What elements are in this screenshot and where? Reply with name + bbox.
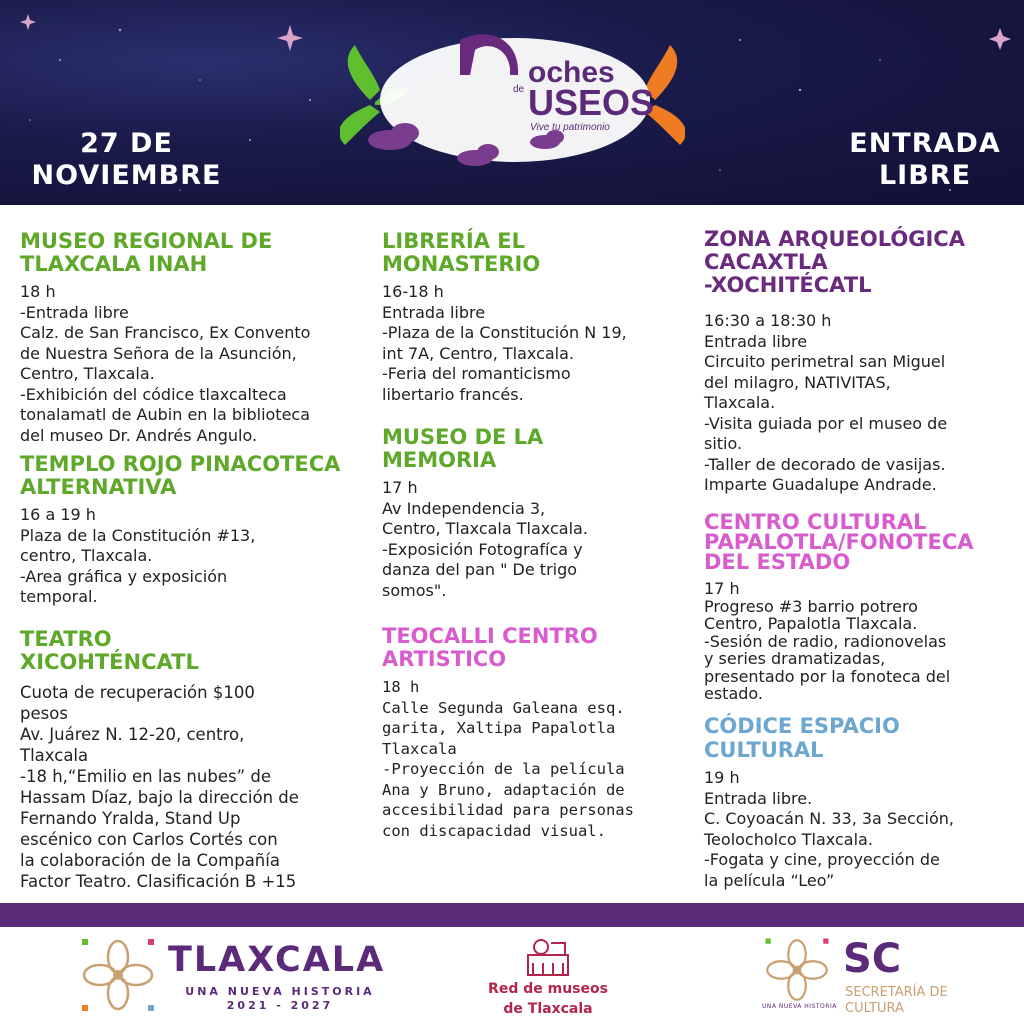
venue-title: TEATRO XICOHTÉNCATL (20, 627, 199, 674)
logo-text-top: oches (528, 56, 615, 89)
red-museos-label: Red de museos de Tlaxcala (488, 981, 608, 1017)
sc-flower-logo (762, 935, 832, 1005)
venue-zona-arqueologica (704, 228, 1014, 496)
venue-details: 16 a 19 h Plaza de la Constitución #13, centro, Tlaxcala. -Area gráfica y exposición temporal. (20, 505, 256, 606)
venue-museo-regional (20, 230, 360, 446)
venue-centro-cultural-papalotla (704, 512, 1014, 703)
venue-details: 17 h Progreso #3 barrio potrero Centro, Papalotla Tlaxcala. -Sesión de radio, radionovelas y series dramatizadas, presentado por la fonoteca del estado. (704, 579, 951, 703)
venue-title: MUSEO DE LA MEMORIA (382, 425, 544, 472)
tlaxcala-flower-logo (78, 935, 158, 1015)
venue-details: 16-18 h Entrada libre -Plaza de la Constitución N 19, int 7A, Centro, Tlaxcala. -Feria del romanticismo libertario francés. (382, 282, 627, 404)
entry-free-label: ENTRADA LIBRE (849, 128, 1001, 191)
tlaxcala-subtitle: UNA NUEVA HISTORIA 2021 - 2027 (185, 985, 375, 1012)
logo-tagline: Vive tu patrimonio (530, 122, 610, 133)
venue-templo-rojo (20, 453, 360, 608)
venue-teatro-xicohtencatl (20, 628, 360, 892)
venue-title: CÓDICE ESPACIO CULTURAL (704, 714, 900, 762)
venue-codice-espacio (704, 714, 1014, 891)
venue-details: 17 h Av Independencia 3, Centro, Tlaxcala Tlaxcala. -Exposición Fotografíca y danza del pan " De trigo somos". (382, 478, 588, 600)
venue-title: CENTRO CULTURAL PAPALOTLA/FONOTECA DEL ESTADO (704, 510, 974, 574)
event-date: 27 DE NOVIEMBRE (31, 128, 222, 191)
venue-title: TEMPLO ROJO PINACOTECA ALTERNATIVA (20, 452, 341, 499)
header-banner (0, 0, 1024, 205)
sc-subtitle: SECRETARÍA DE CULTURA (845, 985, 948, 1016)
venue-details: 16:30 a 18:30 h Entrada libre Circuito perimetral san Miguel del milagro, NATIVITAS, Tlaxcala. -Visita guiada por el museo de sitio. -Taller de decorado de vasijas. Imparte Guadalupe Andrade. (704, 311, 948, 494)
divider-band (0, 903, 1024, 927)
venue-details: 18 h -Entrada libre Calz. de San Francisco, Ex Convento de Nuestra Señora de la Asunción, Centro, Tlaxcala. -Exhibición del códice tlaxcalteca tonalamatl de Aubin en la biblioteca del museo Dr. Andrés Angulo. (20, 282, 311, 445)
venue-title: ZONA ARQUEOLÓGICA CACAXTLA -XOCHITÉCATL (704, 227, 965, 297)
venue-title: TEOCALLI CENTRO ARTISTICO (382, 624, 598, 671)
red-museos-icon (523, 935, 573, 979)
venue-details: 18 h Calle Segunda Galeana esq. garita, Xaltipa Papalotla Tlaxcala -Proyección de la película Ana y Bruno, adaptación de accesibilidad para personas con discapacidad visual. (382, 678, 634, 840)
venue-details: Cuota de recuperación $100 pesos Av. Juárez N. 12-20, centro, Tlaxcala -18 h,“Emilio en las nubes” de Hassam Díaz, bajo la dirección de Fernando Yralda, Stand Up escénico con Carlos Cortés con la colaboración de la Compañía Factor Teatro. Clasificación B +15 (20, 683, 299, 891)
venue-title: MUSEO REGIONAL DE TLAXCALA INAH (20, 229, 273, 276)
logo-text-small: de (513, 84, 525, 95)
venue-museo-memoria (382, 426, 687, 601)
venue-libreria-monasterio (382, 230, 687, 405)
logo-text-bottom: USEOS (528, 82, 655, 123)
sc-wordmark: SC (843, 936, 902, 982)
venue-title: LIBRERÍA EL MONASTERIO (382, 229, 541, 276)
noches-de-museos-logo (340, 20, 685, 170)
venue-details: 19 h Entrada libre. C. Coyoacán N. 33, 3a Sección, Teolocholco Tlaxcala. -Fogata y cine, proyección de la película “Leo” (704, 768, 954, 890)
venue-teocalli (382, 625, 687, 841)
sc-flower-caption: UNA NUEVA HISTORIA (762, 1003, 837, 1010)
tlaxcala-wordmark: TLAXCALA (168, 940, 386, 980)
